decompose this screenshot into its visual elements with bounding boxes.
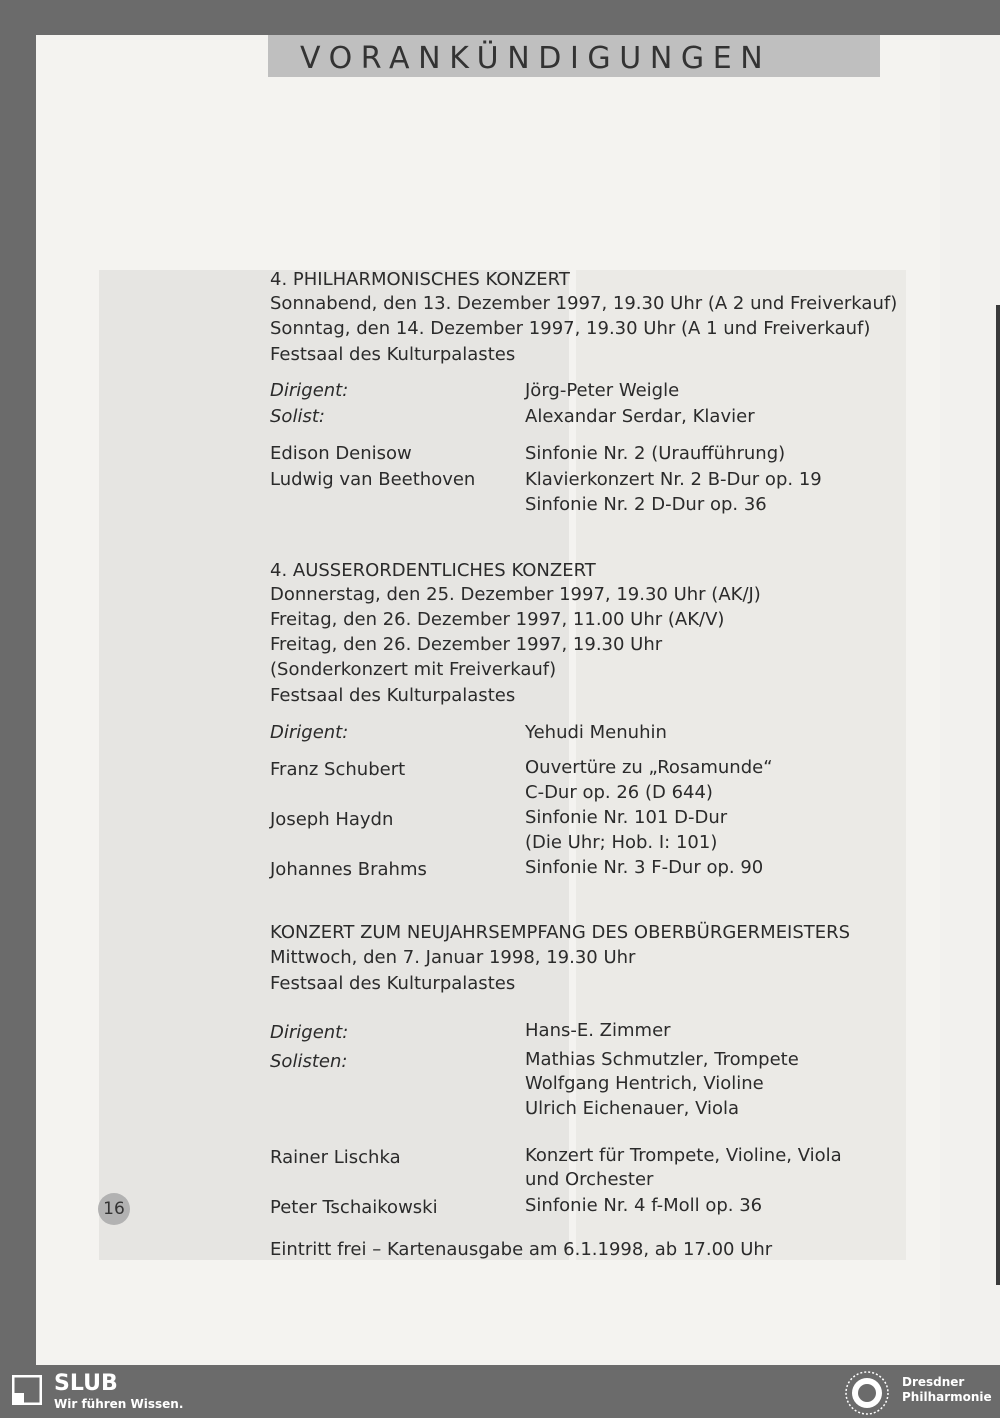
orchestra-logo-icon <box>842 1369 892 1417</box>
work: (Die Uhr; Hob. I: 101) <box>525 832 718 853</box>
page-number: 16 <box>98 1193 130 1225</box>
concert-title: 4. PHILHARMONISCHES KONZERT <box>270 269 570 290</box>
facing-page-edge <box>996 305 1000 1285</box>
dirigent-label: Dirigent: <box>270 1022 349 1043</box>
dirigent-name: Yehudi Menuhin <box>525 722 667 743</box>
concert-date: Freitag, den 26. Dezember 1997, 11.00 Uhr (AK/V) <box>270 609 725 630</box>
orchestra-name-line: Dresdner <box>902 1375 965 1389</box>
work: Sinfonie Nr. 101 D-Dur <box>525 807 728 828</box>
work: Sinfonie Nr. 2 (Uraufführung) <box>525 443 786 464</box>
concert-date: (Sonderkonzert mit Freiverkauf) <box>270 659 557 680</box>
solisten-label: Solisten: <box>270 1051 348 1072</box>
work: und Orchester <box>525 1169 654 1190</box>
solist-name: Mathias Schmutzler, Trompete <box>525 1049 799 1070</box>
work: Ouvertüre zu „Rosamunde“ <box>525 757 773 778</box>
concert-title: KONZERT ZUM NEUJAHRSEMPFANG DES OBERBÜRGERMEISTERS <box>270 922 851 943</box>
orchestra-name-line: Philharmonie <box>902 1390 992 1404</box>
solist-label: Solist: <box>270 406 325 427</box>
concert-date: Freitag, den 26. Dezember 1997, 19.30 Uhr <box>270 634 663 655</box>
composer: Peter Tschaikowski <box>270 1197 438 1218</box>
concert-date: Donnerstag, den 25. Dezember 1997, 19.30 Uhr (AK/J) <box>270 584 761 605</box>
composer: Johannes Brahms <box>270 859 427 880</box>
admission-note: Eintritt frei – Kartenausgabe am 6.1.1998, ab 17.00 Uhr <box>270 1239 773 1260</box>
orchestra-name <box>902 1375 992 1405</box>
page-title: VORANKÜNDIGUNGEN <box>300 41 772 76</box>
solist-name: Ulrich Eichenauer, Viola <box>525 1098 740 1119</box>
library-tagline: Wir führen Wissen. <box>54 1397 184 1411</box>
concert-venue: Festsaal des Kulturpalastes <box>270 685 516 706</box>
concert-date: Sonnabend, den 13. Dezember 1997, 19.30 Uhr (A 2 und Freiverkauf) <box>270 293 898 314</box>
work: Sinfonie Nr. 3 F-Dur op. 90 <box>525 857 764 878</box>
composer: Edison Denisow <box>270 443 412 464</box>
composer: Franz Schubert <box>270 759 406 780</box>
composer: Rainer Lischka <box>270 1147 401 1168</box>
work: C-Dur op. 26 (D 644) <box>525 782 713 803</box>
work: Konzert für Trompete, Violine, Viola <box>525 1145 842 1166</box>
slub-logo-icon <box>12 1375 42 1405</box>
work: Sinfonie Nr. 4 f-Moll op. 36 <box>525 1195 763 1216</box>
composer: Ludwig van Beethoven <box>270 469 476 490</box>
concert-date: Mittwoch, den 7. Januar 1998, 19.30 Uhr <box>270 947 636 968</box>
concert-venue: Festsaal des Kulturpalastes <box>270 973 516 994</box>
concert-venue: Festsaal des Kulturpalastes <box>270 344 516 365</box>
composer: Joseph Haydn <box>270 809 394 830</box>
dirigent-label: Dirigent: <box>270 380 349 401</box>
concert-date: Sonntag, den 14. Dezember 1997, 19.30 Uhr (A 1 und Freiverkauf) <box>270 318 871 339</box>
solist-name: Wolfgang Hentrich, Violine <box>525 1073 764 1094</box>
concert-title: 4. AUSSERORDENTLICHES KONZERT <box>270 560 596 581</box>
dirigent-name: Hans-E. Zimmer <box>525 1020 671 1041</box>
document-page <box>36 35 940 1365</box>
dirigent-name: Jörg-Peter Weigle <box>525 380 680 401</box>
work: Sinfonie Nr. 2 D-Dur op. 36 <box>525 494 767 515</box>
facing-page <box>940 35 1000 1365</box>
work: Klavierkonzert Nr. 2 B-Dur op. 19 <box>525 469 822 490</box>
dirigent-label: Dirigent: <box>270 722 349 743</box>
footer-bar <box>0 1365 1000 1418</box>
solist-name: Alexandar Serdar, Klavier <box>525 406 755 427</box>
library-name: SLUB <box>54 1371 118 1396</box>
